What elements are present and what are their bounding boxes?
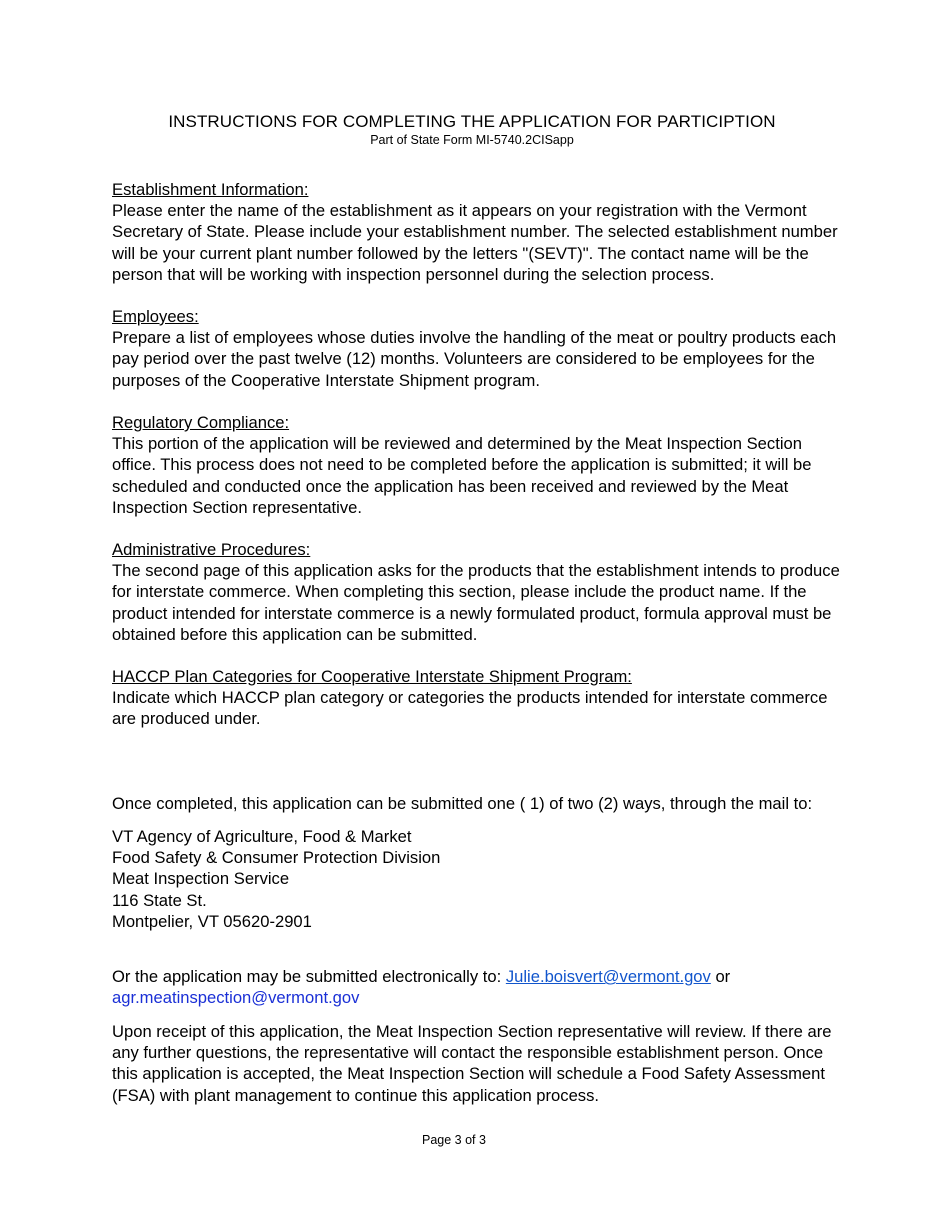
section-haccp xyxy=(112,666,842,730)
electronic-prefix: Or the application may be submitted electronically to: xyxy=(112,967,506,986)
address-line: 116 State St. xyxy=(112,890,207,910)
section-body-regulatory: This portion of the application will be reviewed and determined by the Meat Inspection Section office. This process does not need to be completed before the application is submitted; it will be scheduled and conducted once the application has been received and reviewed by the Meat Inspection Section representative. xyxy=(112,434,812,517)
email-join: or xyxy=(710,967,731,986)
section-body-haccp: Indicate which HACCP plan category or categories the products intended for interstate commerce are produced under. xyxy=(112,688,828,729)
address-line: Montpelier, VT 05620-2901 xyxy=(112,911,312,931)
page-number: Page 3 of 3 xyxy=(422,1133,486,1147)
section-heading-establishment: Establishment Information: xyxy=(112,180,309,199)
address-line: Food Safety & Consumer Protection Division xyxy=(112,848,441,868)
mailing-address xyxy=(112,826,842,932)
submission-intro: Once completed, this application can be submitted one ( 1) of two (2) ways, through the mail to: xyxy=(112,794,813,813)
section-administrative xyxy=(112,539,842,645)
page-title: INSTRUCTIONS FOR COMPLETING THE APPLICATION FOR PARTICIPTION xyxy=(168,112,776,131)
section-body-administrative: The second page of this application asks for the products that the establishment intends to produce for interstate commerce. When completing this section, please include the product name. If the product intended for interstate commerce is a newly formulated product, formula approval must be obtained before this application can be submitted. xyxy=(112,561,840,644)
section-employees xyxy=(112,306,842,391)
section-heading-regulatory: Regulatory Compliance: xyxy=(112,413,290,432)
email-link-secondary[interactable]: agr.meatinspection@vermont.gov xyxy=(112,988,360,1008)
section-heading-haccp: HACCP Plan Categories for Cooperative Interstate Shipment Program: xyxy=(112,667,632,686)
section-establishment xyxy=(112,179,842,285)
closing-paragraph: Upon receipt of this application, the Meat Inspection Section representative will review. If there are any further questions, the representative will contact the responsible establishment person. Once this application is accepted, the Meat Inspection Section will schedule a Food Safety Assessment (FSA) with plant management to continue this application process. xyxy=(112,1022,832,1105)
section-regulatory xyxy=(112,412,842,518)
address-line: Meat Inspection Service xyxy=(112,869,290,889)
section-body-employees: Prepare a list of employees whose duties involve the handling of the meat or poultry products each pay period over the past twelve (12) months. Volunteers are considered to be employees for the purposes of the Cooperative Interstate Shipment program. xyxy=(112,328,837,390)
form-reference: Part of State Form MI-5740.2CISapp xyxy=(370,133,574,147)
section-heading-administrative: Administrative Procedures: xyxy=(112,540,311,559)
section-body-establishment: Please enter the name of the establishment as it appears on your registration with the Vermont Secretary of State. Please include your establishment number. The selected establishment number will be your current plant number followed by the letters "(SEVT)". The contact name will be the person that will be working with inspection personnel during the selection process. xyxy=(112,201,838,284)
email-link-primary[interactable]: Julie.boisvert@vermont.gov xyxy=(505,967,711,986)
section-heading-employees: Employees: xyxy=(112,307,199,326)
electronic-submission xyxy=(112,966,842,1008)
address-line: VT Agency of Agriculture, Food & Market xyxy=(112,827,412,846)
